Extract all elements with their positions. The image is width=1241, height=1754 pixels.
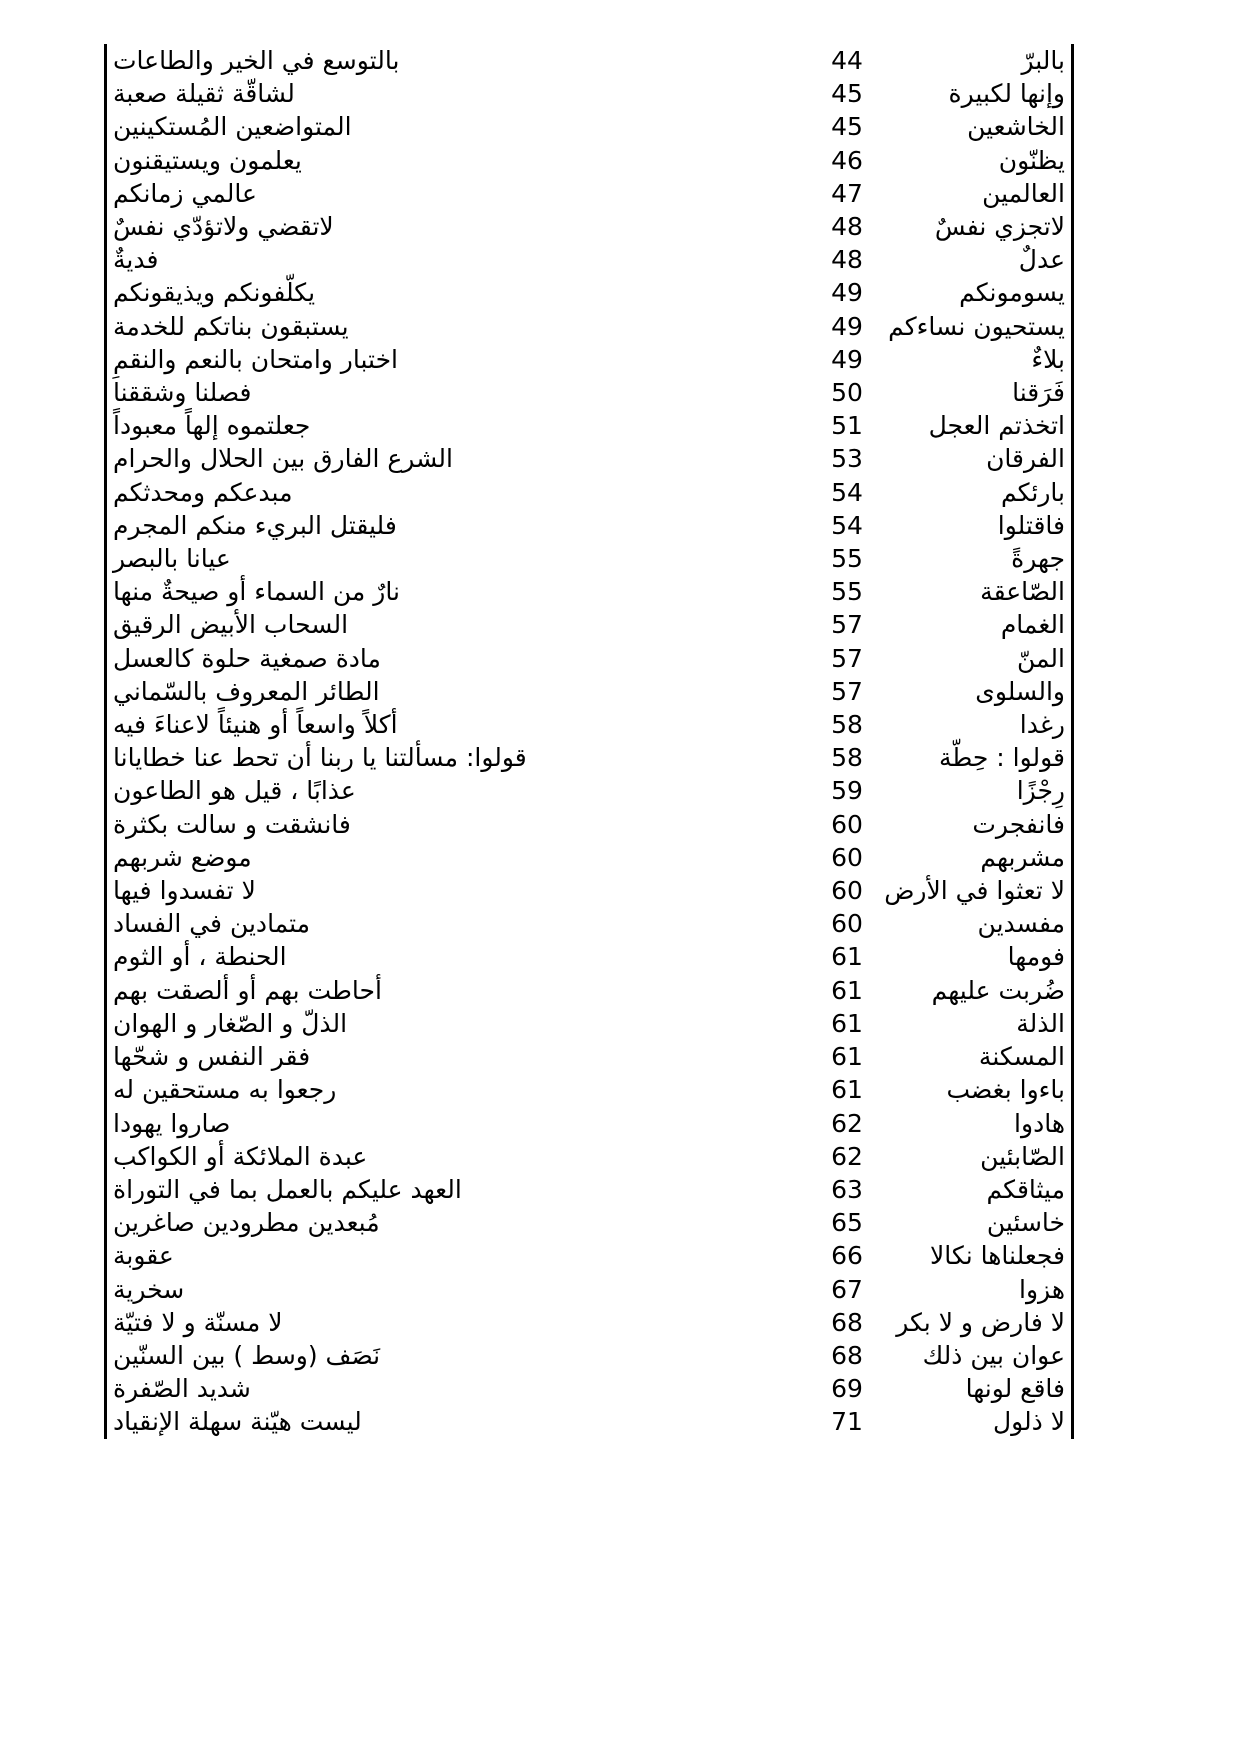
glossary-page-number: 68 [831,1340,863,1370]
glossary-term: عوان بين ذلك [922,1340,1065,1370]
glossary-meaning: لا تفسدوا فيها [113,876,256,906]
table-row [106,642,1073,675]
table-row [106,974,1073,1007]
glossary-meaning: يعلمون ويستيقنون [113,145,302,175]
glossary-meaning: نَصَف (وسط ) بين السنّين [113,1340,381,1370]
table-row [106,376,1073,409]
glossary-meaning: لشاقّة ثقيلة صعبة [113,79,295,109]
glossary-meaning: سخرية [113,1274,185,1304]
glossary-page-number: 65 [831,1208,863,1238]
glossary-meaning: بالتوسع في الخير والطاعات [113,46,400,75]
glossary-page-number: 49 [831,344,863,374]
glossary-term: المسكنة [978,1042,1065,1072]
glossary-table [104,44,1074,1439]
glossary-meaning: قولوا: مسألتنا يا ربنا أن تحط عنا خطايانا [113,743,527,773]
glossary-meaning: متمادين في الفساد [113,909,311,939]
glossary-table-body [106,44,1073,1439]
glossary-page-number: 63 [831,1174,863,1204]
glossary-term: رِجْزًا [1016,776,1065,806]
glossary-term: فَرَقنا [1012,378,1065,408]
glossary-term: لا فارض و لا بكر [896,1307,1065,1337]
glossary-page-number: 48 [831,245,863,275]
glossary-meaning: يكلّفونكم ويذيقونكم [113,278,316,308]
table-row [106,1273,1073,1306]
glossary-page-number: 58 [831,710,863,740]
glossary-term: الصّاعقة [980,577,1065,607]
glossary-meaning: جعلتموه إلهاً معبوداً [113,411,311,441]
glossary-page-number: 49 [831,311,863,341]
glossary-page-number: 50 [831,378,863,408]
glossary-term: فاقع لونها [965,1374,1065,1404]
table-row [106,442,1073,475]
glossary-page-number: 67 [831,1274,863,1304]
glossary-meaning: يستبقون بناتكم للخدمة [113,311,349,341]
glossary-term: بلاءٌ [1031,344,1065,374]
table-row [106,110,1073,143]
glossary-meaning: عالمي زمانكم [113,178,257,208]
glossary-term: هادوا [1014,1108,1065,1138]
glossary-term: اتخذتم العجل [928,411,1065,441]
glossary-term: قولوا : حِطّة [938,743,1065,773]
glossary-page-number: 47 [831,178,863,208]
table-row [106,575,1073,608]
table-row [106,841,1073,874]
glossary-meaning: لاتقضي ولاتؤدّي نفسٌ [113,212,334,242]
table-row [106,1239,1073,1272]
glossary-term: فجعلناها نكالا [930,1241,1065,1271]
glossary-term: والسلوى [975,676,1065,706]
glossary-page-number: 71 [831,1407,863,1437]
glossary-meaning: لا مسنّة و لا فتيّة [113,1307,283,1337]
glossary-meaning: عبدة الملائكة أو الكواكب [113,1141,368,1171]
glossary-term: ميثاقكم [986,1174,1065,1204]
glossary-term: وإنها لكبيرة [948,79,1065,109]
table-row [106,1372,1073,1405]
glossary-term: ضُربت عليهم [931,975,1065,1005]
glossary-term: رغدا [1019,710,1065,740]
glossary-meaning: عذابًا ، قيل هو الطاعون [113,776,356,806]
glossary-term: باءوا بغضب [946,1075,1065,1105]
glossary-meaning: عيانا بالبصر [113,544,231,574]
glossary-term: الذلة [1016,1008,1065,1038]
glossary-page-number: 45 [831,112,863,142]
table-row [106,409,1073,442]
table-row [106,1140,1073,1173]
glossary-page-number: 60 [831,809,863,839]
glossary-term: العالمين [982,178,1065,208]
table-row [106,907,1073,940]
glossary-page-number: 58 [831,743,863,773]
glossary-page-number: 61 [831,1008,863,1038]
glossary-term: يسومونكم [959,278,1065,308]
glossary-meaning: موضع شربهم [113,842,252,872]
glossary-meaning: نارٌ من السماء أو صيحةٌ منها [113,577,400,607]
glossary-term: خاسئين [986,1208,1065,1238]
glossary-meaning: المتواضعين المُستكينين [113,112,352,142]
glossary-meaning: فانشقت و سالت بكثرة [113,809,351,839]
glossary-meaning: السحاب الأبيض الرقيق [113,610,349,640]
glossary-page-number: 62 [831,1141,863,1171]
glossary-meaning: رجعوا به مستحقين له [113,1075,337,1105]
glossary-meaning: الشرع الفارق بين الحلال والحرام [113,444,453,474]
glossary-term: الخاشعين [967,112,1065,142]
table-row [106,708,1073,741]
table-row [106,243,1073,276]
table-row [106,1073,1073,1106]
glossary-term: فانفجرت [972,809,1065,839]
glossary-page-number: 68 [831,1307,863,1337]
glossary-page-number: 55 [831,544,863,574]
table-row [106,940,1073,973]
glossary-page-number: 60 [831,909,863,939]
glossary-meaning: فقر النفس و شحّها [113,1042,311,1072]
glossary-term: الغمام [1000,610,1065,640]
glossary-page-number: 45 [831,79,863,109]
glossary-page-number: 61 [831,975,863,1005]
glossary-term: لاتجزي نفسٌ [934,212,1065,242]
table-row [106,1107,1073,1140]
table-row [106,509,1073,542]
table-row [106,343,1073,376]
glossary-meaning: فليقتل البريء منكم المجرم [113,510,397,540]
glossary-meaning: العهد عليكم بالعمل بما في التوراة [113,1174,462,1204]
glossary-page-number: 51 [831,411,863,441]
glossary-meaning: مبدعكم ومحدثكم [113,477,293,507]
glossary-term: الصّابئين [980,1141,1065,1171]
glossary-page-number: 60 [831,876,863,906]
glossary-page-number: 54 [831,510,863,540]
glossary-term: بارئكم [1000,477,1065,507]
table-row [106,808,1073,841]
glossary-page-number: 61 [831,1075,863,1105]
table-row [106,741,1073,774]
glossary-page-number: 60 [831,842,863,872]
glossary-page-number: 57 [831,610,863,640]
table-row [106,144,1073,177]
table-row [106,1206,1073,1239]
glossary-term: الفرقان [986,444,1065,474]
table-row [106,1405,1073,1438]
glossary-meaning: الطائر المعروف بالسّماني [113,676,380,706]
glossary-page-number: 66 [831,1241,863,1271]
glossary-term: عدلٌ [1018,245,1065,275]
glossary-meaning: فصلنا وشققنا [113,378,252,408]
glossary-page-number: 54 [831,477,863,507]
table-row [106,310,1073,343]
table-row [106,44,1073,77]
glossary-page-number: 57 [831,643,863,673]
glossary-page-number: 49 [831,278,863,308]
table-row [106,608,1073,641]
table-row [106,1007,1073,1040]
glossary-meaning: الحنطة ، أو الثوم [113,942,287,972]
glossary-term: مفسدين [977,909,1065,939]
glossary-meaning: مادة صمغية حلوة كالعسل [113,643,381,673]
glossary-term: مشربهم [980,842,1065,872]
glossary-term: المنّ [1016,643,1065,673]
glossary-page-number: 61 [831,1042,863,1072]
glossary-page-number: 57 [831,676,863,706]
table-row [106,542,1073,575]
glossary-term: لا ذلول [992,1407,1065,1437]
glossary-page-number: 44 [831,46,863,75]
table-row [106,774,1073,807]
table-row [106,276,1073,309]
glossary-term: فاقتلوا [997,510,1065,540]
glossary-meaning: فديةٌ [113,245,159,275]
table-row [106,177,1073,210]
glossary-term: فومها [1007,942,1065,972]
glossary-meaning: شديد الصّفرة [113,1374,251,1404]
glossary-meaning: مُبعدين مطرودين صاغرين [113,1208,380,1238]
table-row [106,1306,1073,1339]
table-row [106,476,1073,509]
table-row [106,77,1073,110]
glossary-page-number: 55 [831,577,863,607]
glossary-term: لا تعثوا في الأرض [884,876,1065,906]
table-row [106,210,1073,243]
glossary-meaning: الذلّ و الصّغار و الهوان [113,1008,348,1038]
glossary-page-number: 69 [831,1374,863,1404]
glossary-meaning: صاروا يهودا [113,1108,231,1138]
glossary-page-number: 48 [831,212,863,242]
glossary-term: هزوا [1019,1274,1065,1304]
glossary-term: جهرةً [1011,544,1065,574]
glossary-page-number: 61 [831,942,863,972]
glossary-page-number: 53 [831,444,863,474]
table-row [106,1173,1073,1206]
table-row [106,874,1073,907]
table-row [106,1339,1073,1372]
glossary-meaning: أكلاً واسعاً أو هنيئاً لاعناءَ فيه [113,710,398,740]
glossary-meaning: عقوبة [113,1241,174,1271]
table-row [106,1040,1073,1073]
glossary-term: يستحيون نساءكم [888,311,1065,341]
glossary-meaning: اختبار وامتحان بالنعم والنقمِ [113,344,398,374]
glossary-page-number: 59 [831,776,863,806]
glossary-meaning: أحاطت بهم أو ألصقت بهم [113,975,382,1005]
glossary-page-number: 62 [831,1108,863,1138]
glossary-term: يظنّون [998,145,1065,175]
glossary-term: بالبرّ [1021,46,1065,75]
glossary-meaning: ليست هيّنة سهلة الإنقياد [113,1407,362,1437]
table-row [106,675,1073,708]
glossary-page-number: 46 [831,145,863,175]
